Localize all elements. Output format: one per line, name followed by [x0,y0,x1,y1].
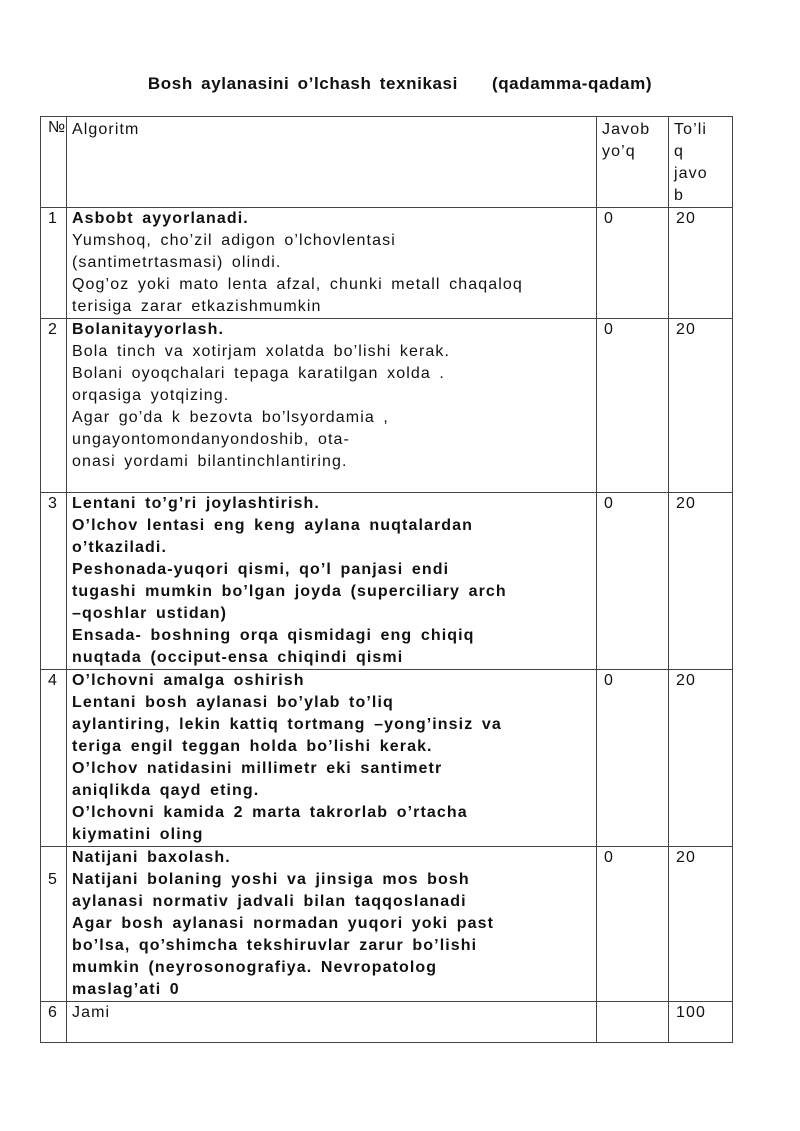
algorithm-line: Peshonada-yuqori qismi, qo’l panjasi endi [72,561,450,578]
algorithm-line: Agar bosh aylanasi normadan yuqori yoki past [72,915,495,932]
row-algorithm [67,670,597,847]
algorithm-line: mumkin (neyrosonografiya. Nevropatolog [72,959,438,976]
algorithm-line: Yumshoq, cho’zil adigon o’lchovlentasi [72,232,396,249]
row-algorithm [67,319,597,493]
algorithm-line: terisiga zarar etkazishmumkin [72,298,322,315]
algorithm-line: Lentani to’g’ri joylashtirish. [72,495,320,512]
header-algorithm: Algoritm [67,117,597,208]
algorithm-line: O’lchovni amalga oshirish [72,672,305,689]
row-answer [597,1002,669,1043]
table-row [41,493,733,670]
algorithm-line: Bola tinch va xotirjam xolatda bo’lishi kerak. [72,343,451,360]
row-number: 4 [41,670,67,847]
table-row [41,670,733,847]
algorithm-line: aylanasi normativ jadvali bilan taqqoslanadi [72,893,467,910]
algorithm-line: –qoshlar ustidan) [72,605,228,622]
algorithm-line: bo’lsa, qo’shimcha tekshiruvlar zarur bo’lishi [72,937,478,954]
row-algorithm [67,1002,597,1043]
row-algorithm [67,208,597,319]
title-main: Bosh aylanasini o’lchash texnikasi [147,74,458,93]
table-total-row [41,1002,733,1043]
row-full: 20 [669,319,733,493]
algorithm-line: teriga engil teggan holda bo’lishi kerak. [72,738,433,755]
header-full-answer: To’li q javo b [669,117,733,208]
row-full: 20 [669,208,733,319]
row-answer: 0 [597,670,669,847]
algorithm-line: Ensada- boshning orqa qismidagi eng chiqiq [72,627,475,644]
table-row [41,208,733,319]
algorithm-line: Asbobt ayyorlanadi. [72,210,249,227]
algorithm-line: orqasiga yotqizing. [72,387,230,404]
algorithm-line: tugashi mumkin bo’lgan joyda (superciliary arch [72,583,507,600]
algorithm-line: onasi yordami bilantinchlantiring. [72,453,348,470]
algorithm-line: Natijani baxolash. [72,849,231,866]
document-title [0,74,800,94]
algorithm-line: Qog’oz yoki mato lenta afzal, chunki metall chaqaloq [72,276,523,293]
algorithm-line: maslag’ati 0 [72,981,180,998]
row-full: 100 [669,1002,733,1043]
header-answer: Javob yo’q [597,117,669,208]
algorithm-line: O’lchovni kamida 2 marta takrorlab o’rtacha [72,804,468,821]
row-full: 20 [669,847,733,1002]
row-algorithm [67,847,597,1002]
row-answer: 0 [597,319,669,493]
row-algorithm [67,493,597,670]
algorithm-line: nuqtada (occiput-ensa chiqindi qismi [72,649,404,666]
algorithm-line: aylantiring, lekin kattiq tortmang –yong’insiz va [72,716,502,733]
algorithm-line: aniqlikda qayd eting. [72,782,260,799]
row-answer: 0 [597,493,669,670]
row-full: 20 [669,493,733,670]
title-paren: (qadamma-qadam) [491,74,653,93]
row-number: 3 [41,493,67,670]
algorithm-line: kiymatini oling [72,826,204,843]
algorithm-line: o’tkaziladi. [72,539,167,556]
algorithm-line: ungayontomondanyondoshib, ota- [72,431,350,448]
row-answer: 0 [597,208,669,319]
row-number: 1 [41,208,67,319]
algorithm-line: Jami [72,1004,111,1021]
algorithm-line: Lentani bosh aylanasi bo’ylab to’liq [72,694,394,711]
row-full: 20 [669,670,733,847]
table-row [41,319,733,493]
table-row [41,847,733,1002]
header-number: № [41,117,67,208]
algorithm-line: (santimetrtasmasi) olindi. [72,254,282,271]
table-header-row [41,117,733,208]
algorithm-line: O’lchov lentasi eng keng aylana nuqtalardan [72,517,474,534]
row-number: 6 [41,1002,67,1043]
algorithm-table [40,116,733,1043]
algorithm-line: Natijani bolaning yoshi va jinsiga mos bosh [72,871,470,888]
algorithm-line: O’lchov natidasini millimetr eki santimetr [72,760,443,777]
algorithm-line: Bolanitayyorlash. [72,321,225,338]
row-number: 5 [41,847,67,1002]
row-number: 2 [41,319,67,493]
algorithm-line: Agar go’da k bezovta bo’lsyordamia , [72,409,389,426]
row-answer: 0 [597,847,669,1002]
algorithm-line: Bolani oyoqchalari tepaga karatilgan xolda . [72,365,445,382]
